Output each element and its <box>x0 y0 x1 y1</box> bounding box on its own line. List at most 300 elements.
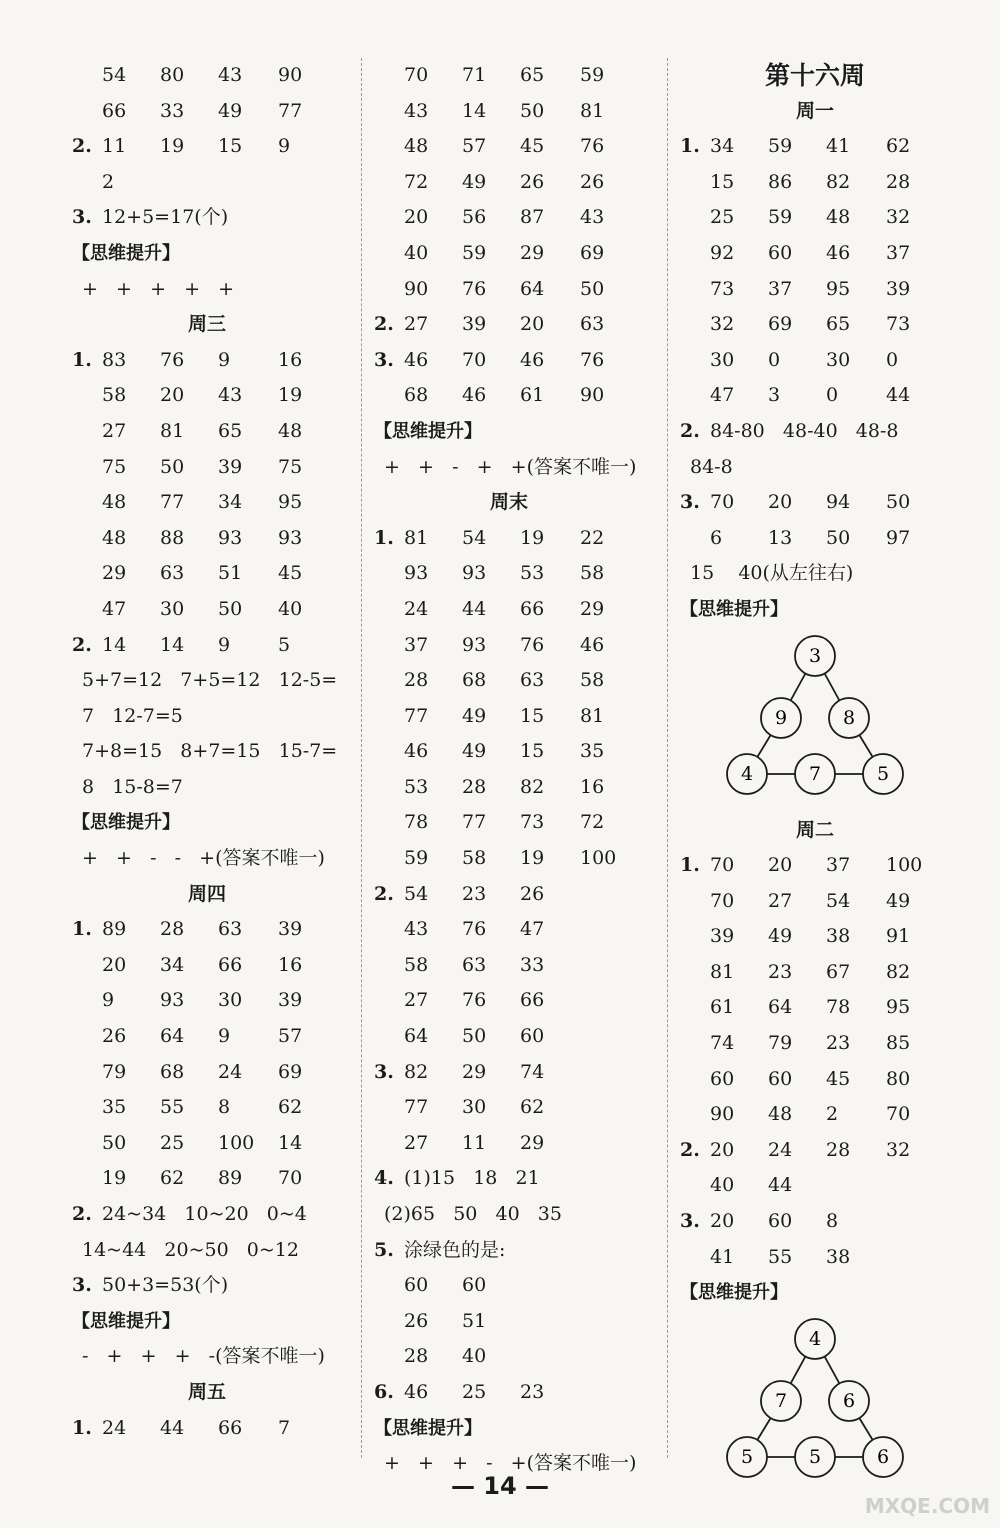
day-title: 周末 <box>489 491 528 514</box>
answer-cell: 29 <box>520 241 545 264</box>
answer-row <box>374 1233 664 1269</box>
answer-cell: 60 <box>768 1067 793 1090</box>
answer-cell: 92 <box>710 241 735 264</box>
answer-cell: 59 <box>580 64 605 86</box>
answer-row <box>72 841 357 877</box>
answer-row <box>680 884 980 920</box>
answer-row <box>72 1055 357 1091</box>
answer-cell: 78 <box>404 811 429 834</box>
answer-row <box>72 912 357 948</box>
answer-text: 24~34 10~20 0~4 <box>102 1203 307 1225</box>
answer-cell: 9 <box>278 135 291 158</box>
answer-row <box>680 521 980 557</box>
answer-row <box>374 1126 664 1162</box>
answer-cell: 89 <box>102 918 127 941</box>
answer-row <box>680 1168 980 1204</box>
answer-row <box>374 165 664 201</box>
answer-cell: 72 <box>404 170 429 193</box>
answer-cell: 95 <box>278 491 303 514</box>
answer-cell: 47 <box>710 384 735 407</box>
section-heading: 【思维提升】 <box>374 1417 482 1439</box>
answer-text: (2)65 50 40 35 <box>384 1203 562 1225</box>
answer-row <box>72 485 357 521</box>
answer-row <box>72 1339 357 1375</box>
answer-row <box>374 1339 664 1375</box>
answer-cell: 16 <box>278 348 303 371</box>
answer-cell: 34 <box>160 953 185 976</box>
answer-cell: 70 <box>278 1167 303 1190</box>
answer-cell: 23 <box>462 882 487 905</box>
answer-row <box>680 1204 980 1240</box>
question-number: 3. <box>72 1274 92 1297</box>
answer-cell: 46 <box>404 740 429 763</box>
answer-cell: 64 <box>160 1025 185 1048</box>
day-title-tue: 周二 <box>795 818 834 841</box>
answer-cell: 35 <box>102 1096 127 1119</box>
answer-row <box>374 378 664 414</box>
answer-cell: 54 <box>404 882 429 905</box>
answer-cell: 23 <box>520 1380 545 1403</box>
answer-cell: 76 <box>520 633 545 656</box>
answer-cell: 41 <box>826 135 851 158</box>
answer-row <box>374 1304 664 1340</box>
answer-cell: 14 <box>102 633 127 656</box>
answer-cell: 27 <box>102 419 127 442</box>
answer-cell: 93 <box>278 526 303 549</box>
answer-cell: 69 <box>768 313 793 336</box>
answer-row <box>72 200 357 236</box>
answer-row <box>680 485 980 521</box>
answer-row <box>680 343 980 379</box>
triangle-node-value: 6 <box>876 1445 890 1468</box>
answer-cell: 7 <box>278 1416 291 1439</box>
answer-cell: 81 <box>580 704 605 727</box>
answer-cell: 49 <box>886 889 911 912</box>
answer-row <box>72 734 357 770</box>
answer-cell: 57 <box>462 135 487 158</box>
answer-cell: 49 <box>218 99 243 122</box>
answer-cell: 60 <box>404 1274 429 1297</box>
answer-row <box>374 592 664 628</box>
answer-cell: 74 <box>710 1032 735 1055</box>
triangle-node-value: 5 <box>876 762 890 785</box>
answer-cell: 11 <box>102 135 127 158</box>
answer-text: 50+3=53(个) <box>102 1274 229 1297</box>
answer-row <box>374 200 664 236</box>
answer-cell: 55 <box>160 1096 185 1119</box>
answer-cell: 65 <box>218 419 243 442</box>
answer-cell: 49 <box>462 170 487 193</box>
answer-row <box>72 628 357 664</box>
answer-cell: 73 <box>886 313 911 336</box>
answer-cell: 44 <box>886 384 911 407</box>
column-divider-1 <box>361 58 362 1458</box>
answer-row <box>374 1268 664 1304</box>
question-number: 6. <box>374 1380 394 1403</box>
answer-row <box>72 592 357 628</box>
answer-cell: 32 <box>710 313 735 336</box>
answer-cell: 11 <box>462 1131 487 1154</box>
answer-cell: 68 <box>160 1060 185 1083</box>
answer-cell: 43 <box>404 99 429 122</box>
answer-row <box>680 1026 980 1062</box>
answer-cell: 66 <box>102 99 127 122</box>
answer-cell: 9 <box>218 348 231 371</box>
answer-text: + + - - +(答案不唯一) <box>82 847 325 870</box>
answer-row <box>72 521 357 557</box>
answer-cell: 41 <box>710 1245 735 1268</box>
answer-cell: 87 <box>520 206 545 229</box>
answer-cell: 55 <box>768 1245 793 1268</box>
answer-text: (1)15 18 21 <box>404 1167 540 1190</box>
answer-cell: 76 <box>462 277 487 300</box>
answer-cell: 50 <box>218 597 243 620</box>
answer-cell: 46 <box>404 1380 429 1403</box>
section-heading: 【思维提升】 <box>374 420 482 442</box>
answer-cell: 62 <box>160 1167 185 1190</box>
answer-cell: 100 <box>218 1131 255 1154</box>
answer-cell: 50 <box>160 455 185 478</box>
answer-cell: 48 <box>278 419 303 442</box>
answer-cell: 19 <box>520 847 545 870</box>
answer-cell: 59 <box>404 847 429 870</box>
answer-cell: 67 <box>826 960 851 983</box>
answer-cell: 89 <box>218 1167 243 1190</box>
answer-cell: 2 <box>826 1103 839 1126</box>
answer-text: - + + + -(答案不唯一) <box>82 1345 325 1368</box>
answer-cell: 60 <box>768 241 793 264</box>
answer-cell: 29 <box>580 597 605 620</box>
column-3 <box>680 58 980 1486</box>
answer-text: + + - + +(答案不唯一) <box>384 455 637 478</box>
answer-cell: 66 <box>218 1416 243 1439</box>
answer-row <box>72 1411 357 1447</box>
answer-cell: 65 <box>520 64 545 86</box>
answer-cell: 30 <box>218 989 243 1012</box>
answer-cell: 58 <box>462 847 487 870</box>
answer-cell: 39 <box>462 313 487 336</box>
answer-row <box>374 1090 664 1126</box>
answer-row <box>374 556 664 592</box>
answer-cell: 40 <box>278 597 303 620</box>
answer-cell: 64 <box>768 996 793 1019</box>
answer-row <box>72 663 357 699</box>
answer-cell: 90 <box>580 384 605 407</box>
answer-cell: 53 <box>520 562 545 585</box>
answer-cell: 22 <box>580 526 605 549</box>
answer-cell: 43 <box>580 206 605 229</box>
answer-row <box>374 521 664 557</box>
triangle-node-value: 6 <box>842 1389 856 1412</box>
answer-row <box>72 272 357 308</box>
answer-cell: 37 <box>768 277 793 300</box>
answer-cell: 14 <box>160 633 185 656</box>
answer-cell: 9 <box>218 1025 231 1048</box>
answer-row <box>374 1197 664 1233</box>
answer-cell: 15 <box>520 740 545 763</box>
triangle-node-value: 5 <box>808 1445 822 1468</box>
question-number: 1. <box>680 135 700 158</box>
answer-cell: 78 <box>826 996 851 1019</box>
answer-cell: 77 <box>404 1096 429 1119</box>
answer-cell: 15 <box>520 704 545 727</box>
answer-cell: 30 <box>462 1096 487 1119</box>
answer-cell: 39 <box>218 455 243 478</box>
answer-row <box>72 94 357 130</box>
answer-cell: 66 <box>520 989 545 1012</box>
answer-cell: 93 <box>160 989 185 1012</box>
answer-cell: 26 <box>520 882 545 905</box>
answer-row <box>72 770 357 806</box>
answer-cell: 61 <box>710 996 735 1019</box>
answer-row <box>680 990 980 1026</box>
answer-cell: 82 <box>404 1060 429 1083</box>
answer-row <box>72 1197 357 1233</box>
answer-cell: 8 <box>218 1096 231 1119</box>
answer-cell: 74 <box>520 1060 545 1083</box>
answer-cell: 90 <box>278 64 303 86</box>
day-title: 周四 <box>187 882 226 905</box>
answer-cell: 44 <box>768 1174 793 1197</box>
triangle-node-value: 4 <box>740 762 754 785</box>
question-number: 1. <box>680 854 700 877</box>
answer-cell: 15 <box>218 135 243 158</box>
question-number: 2. <box>680 419 700 442</box>
answer-cell: 73 <box>520 811 545 834</box>
answer-text: 8 15-8=7 <box>82 775 183 798</box>
answer-cell: 38 <box>826 1245 851 1268</box>
answer-row <box>72 1233 357 1269</box>
answer-cell: 66 <box>218 953 243 976</box>
answer-cell: 72 <box>580 811 605 834</box>
answer-cell: 80 <box>160 64 185 86</box>
answer-cell: 50 <box>886 491 911 514</box>
triangle-node-value: 3 <box>808 644 822 667</box>
answer-cell: 37 <box>404 633 429 656</box>
answer-cell: 86 <box>768 170 793 193</box>
answer-row <box>374 58 664 94</box>
answer-cell: 39 <box>278 989 303 1012</box>
answer-cell: 20 <box>710 1138 735 1161</box>
answer-cell: 39 <box>886 277 911 300</box>
answer-cell: 40 <box>710 1174 735 1197</box>
answer-cell: 63 <box>462 953 487 976</box>
answer-text: 15 40(从左往右) <box>690 562 854 585</box>
answer-cell: 46 <box>580 633 605 656</box>
answer-cell: 23 <box>826 1032 851 1055</box>
answer-cell: 48 <box>404 135 429 158</box>
answer-cell: 50 <box>580 277 605 300</box>
answer-cell: 20 <box>768 491 793 514</box>
answer-cell: 63 <box>218 918 243 941</box>
question-number: 2. <box>72 633 92 656</box>
answer-cell: 90 <box>404 277 429 300</box>
answer-row <box>374 1161 664 1197</box>
answer-cell: 9 <box>102 989 115 1012</box>
tuesday-answers <box>680 848 980 1311</box>
answer-cell: 97 <box>886 526 911 549</box>
answer-cell: 48 <box>826 206 851 229</box>
answer-cell: 59 <box>768 206 793 229</box>
section-heading: 【思维提升】 <box>72 242 180 264</box>
question-number: 3. <box>374 348 394 371</box>
answer-cell: 48 <box>102 526 127 549</box>
answer-cell: 3 <box>768 384 781 407</box>
answer-cell: 28 <box>826 1138 851 1161</box>
monday-answers <box>680 129 980 627</box>
answer-cell: 46 <box>462 384 487 407</box>
answer-row <box>680 272 980 308</box>
answer-cell: 77 <box>462 811 487 834</box>
answer-cell: 70 <box>886 1103 911 1126</box>
answer-cell: 81 <box>580 99 605 122</box>
question-number: 3. <box>72 206 92 229</box>
column-1 <box>72 58 357 1446</box>
answer-cell: 57 <box>278 1025 303 1048</box>
answer-cell: 43 <box>404 918 429 941</box>
answer-text: 14~44 20~50 0~12 <box>82 1238 299 1261</box>
answer-row <box>680 919 980 955</box>
answer-row <box>72 1019 357 1055</box>
answer-cell: 28 <box>404 669 429 692</box>
answer-cell: 90 <box>710 1103 735 1126</box>
answer-cell: 51 <box>462 1309 487 1332</box>
answer-cell: 93 <box>462 633 487 656</box>
answer-row <box>680 236 980 272</box>
answer-row <box>72 699 357 735</box>
answer-cell: 29 <box>462 1060 487 1083</box>
answer-cell: 68 <box>404 384 429 407</box>
day-title-mon: 周一 <box>795 99 834 122</box>
answer-cell: 20 <box>520 313 545 336</box>
answer-cell: 64 <box>520 277 545 300</box>
answer-cell: 70 <box>462 348 487 371</box>
answer-cell: 100 <box>580 847 617 870</box>
answer-cell: 63 <box>160 562 185 585</box>
question-number: 2. <box>374 313 394 336</box>
answer-row <box>680 848 980 884</box>
answer-cell: 44 <box>160 1416 185 1439</box>
answer-cell: 24 <box>768 1138 793 1161</box>
answer-cell: 50 <box>102 1131 127 1154</box>
answer-row <box>680 1240 980 1276</box>
answer-cell: 29 <box>520 1131 545 1154</box>
answer-cell: 47 <box>520 918 545 941</box>
answer-row <box>680 1133 980 1169</box>
answer-cell: 39 <box>710 925 735 948</box>
answer-row <box>374 343 664 379</box>
answer-cell: 58 <box>102 384 127 407</box>
answer-row <box>680 129 980 165</box>
answer-cell: 27 <box>404 989 429 1012</box>
answer-row <box>374 1019 664 1055</box>
answer-cell: 77 <box>404 704 429 727</box>
answer-row <box>374 236 664 272</box>
answer-cell: 60 <box>768 1210 793 1233</box>
answer-cell: 25 <box>462 1380 487 1403</box>
answer-cell: 51 <box>218 562 243 585</box>
answer-row <box>72 948 357 984</box>
answer-text: 7 12-7=5 <box>82 704 183 727</box>
answer-row <box>680 165 980 201</box>
answer-cell: 76 <box>580 348 605 371</box>
answer-cell: 35 <box>580 740 605 763</box>
answer-cell: 49 <box>462 740 487 763</box>
answer-row <box>374 663 664 699</box>
answer-text: 7+8=15 8+7=15 15-7= <box>82 740 338 763</box>
answer-row <box>72 1090 357 1126</box>
answer-cell: 76 <box>462 918 487 941</box>
answer-cell: 20 <box>768 854 793 877</box>
answer-cell: 62 <box>520 1096 545 1119</box>
answer-cell: 70 <box>710 889 735 912</box>
answer-cell: 5 <box>278 633 291 656</box>
answer-cell: 70 <box>404 64 429 86</box>
answer-row <box>374 983 664 1019</box>
answer-cell: 33 <box>520 953 545 976</box>
answer-cell: 63 <box>520 669 545 692</box>
answer-cell: 82 <box>520 775 545 798</box>
answer-text: 涂绿色的是: <box>404 1238 506 1261</box>
answer-cell: 83 <box>102 348 127 371</box>
answer-cell: 54 <box>462 526 487 549</box>
answer-cell: 79 <box>768 1032 793 1055</box>
answer-row <box>72 343 357 379</box>
answer-text: + + + + + <box>82 277 235 300</box>
answer-row <box>72 58 357 94</box>
answer-row <box>680 450 980 486</box>
answer-cell: 37 <box>826 854 851 877</box>
answer-row <box>72 378 357 414</box>
answer-row <box>374 699 664 735</box>
answer-cell: 26 <box>580 170 605 193</box>
answer-cell: 54 <box>826 889 851 912</box>
answer-cell: 93 <box>404 562 429 585</box>
answer-row <box>374 628 664 664</box>
answer-cell: 30 <box>160 597 185 620</box>
answer-cell: 76 <box>580 135 605 158</box>
answer-cell: 40 <box>404 241 429 264</box>
answer-cell: 69 <box>278 1060 303 1083</box>
answer-cell: 15 <box>710 170 735 193</box>
page-number: — 14 — <box>450 1472 550 1500</box>
triangle-node-value: 7 <box>774 1389 788 1412</box>
answer-cell: 54 <box>102 64 127 86</box>
answer-cell: 19 <box>160 135 185 158</box>
answer-cell: 14 <box>462 99 487 122</box>
question-number: 3. <box>374 1060 394 1083</box>
answer-cell: 70 <box>710 854 735 877</box>
section-heading: 【思维提升】 <box>680 1282 788 1304</box>
answer-row <box>680 378 980 414</box>
answer-cell: 65 <box>826 313 851 336</box>
answer-cell: 45 <box>520 135 545 158</box>
question-number: 2. <box>374 882 394 905</box>
answer-cell: 93 <box>218 526 243 549</box>
answer-cell: 28 <box>404 1345 429 1368</box>
answer-cell: 8 <box>826 1210 839 1233</box>
answer-cell: 20 <box>404 206 429 229</box>
answer-cell: 43 <box>218 384 243 407</box>
answer-row <box>374 272 664 308</box>
answer-cell: 16 <box>580 775 605 798</box>
answer-row <box>374 129 664 165</box>
triangle-node-value: 7 <box>808 762 822 785</box>
question-number: 2. <box>72 135 92 158</box>
answer-cell: 82 <box>886 960 911 983</box>
answer-cell: 50 <box>520 99 545 122</box>
answer-cell: 23 <box>768 960 793 983</box>
